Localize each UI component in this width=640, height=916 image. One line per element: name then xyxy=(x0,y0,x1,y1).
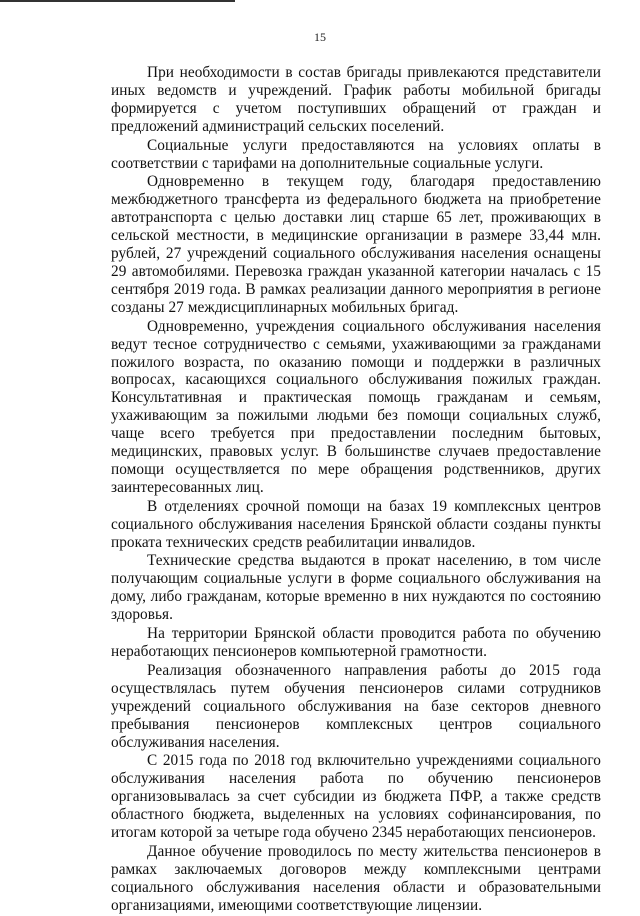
paragraph-federal-transfer: Одновременно в текущем году, благодаря предоставлению межбюджетного трансферта из федерального бюджета на приобретение автотранспорта с целью доставки лиц старше 65 лет, проживающих в сельской местности, в медицинские организации в размере 33,44 млн. рублей, 27 учреждений социального обслуживания населения оснащены 29 автомобилями. Перевозка граждан указанной категории началась с 15 сентября 2019 года. В рамках реализации данного мероприятия в регионе созданы 27 междисциплинарных мобильных бригад. xyxy=(111,173,601,316)
page-number: 15 xyxy=(314,30,326,44)
document-body xyxy=(111,64,601,916)
paragraph-training-before-2015: Реализация обозначенного направления работы до 2015 года осуществлялась путем обучения пенсионеров силами сотрудников учреждений социального обслуживания на базе секторов дневного пребывания пенсионеров комплексных центров социального обслуживания населения. xyxy=(111,661,601,751)
top-rule xyxy=(0,0,235,2)
paragraph-rental-recipients: Технические средства выдаются в прокат населению, в том числе получающим социальные услуги в форме социального обслуживания на дому, либо гражданам, которые временно в них нуждаются по состоянию здоровья. xyxy=(111,552,601,624)
paragraph-computer-literacy: На территории Брянской области проводится работа по обучению неработающих пенсионеров компьютерной грамотности. xyxy=(111,625,601,660)
paragraph-training-2015-2018: С 2015 года по 2018 год включительно учреждениями социального обслуживания населения работа по обучению пенсионеров организовывалась за счет субсидии из бюджета ПФР, а также средств областного бюджета, выделенных на условиях софинансирования, по итогам которой за четыре года обучено 2345 неработающих пенсионеров. xyxy=(111,752,601,842)
paragraph-family-cooperation: Одновременно, учреждения социального обслуживания населения ведут тесное сотрудничество с семьями, ухаживающими за гражданами пожилого возраста, по оказанию помощи и поддержки в различных вопросах, касающихся социального обслуживания пожилых граждан. Консультативная и практическая помощь гражданам и семьям, ухаживающим за пожилыми людьми без помощи социальных служб, чаще всего требуется при предоставлении последним бытовых, медицинских, правовых услуг. В большинстве случаев предоставление помощи осуществляется по мере обращения родственников, других заинтересованных лиц. xyxy=(111,317,601,496)
paragraph-paid-services: Социальные услуги предоставляются на условиях оплаты в соответствии с тарифами на дополнительные социальные услуги. xyxy=(111,136,601,172)
paragraph-brigade-composition: При необходимости в состав бригады привлекаются представители иных ведомств и учреждений. График работы мобильной бригады формируется с учетом поступивших обращений от граждан и предложений администраций сельских поселений. xyxy=(111,64,601,135)
paragraph-rental-points: В отделениях срочной помощи на базах 19 комплексных центров социального обслуживания населения Брянской области созданы пункты проката технических средств реабилитации инвалидов. xyxy=(111,497,601,551)
paragraph-training-location: Данное обучение проводилось по месту жительства пенсионеров в рамках заключаемых договоров между комплексными центрами социального обслуживания населения области и образовательными организациями, имеющими соответствующие лицензии. xyxy=(111,842,601,914)
